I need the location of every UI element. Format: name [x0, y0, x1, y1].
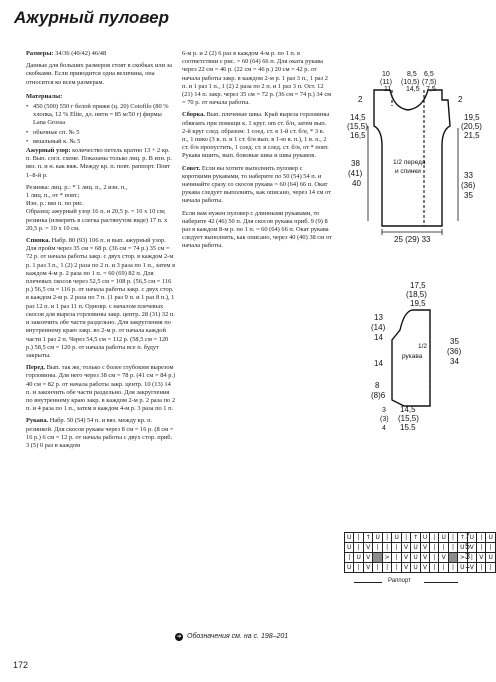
chart-cell: |: [373, 543, 382, 553]
dim-left-6: (41): [348, 169, 363, 178]
sleeve-left-2: (14): [371, 323, 386, 332]
sleeve-left-3: 14: [374, 333, 383, 342]
lace-paragraph: [26, 147, 176, 180]
body-schema: [338, 66, 494, 256]
advice-text: Если вы хотите выполнить пуловер с короткими рукавами, то наберите по 50 (54) 54 п. и начинайте сразу со скосов рукава = 60 (64) 66 п. Окат рукава следует выполнять, как описано, через 14 см от начала работы.: [182, 164, 331, 205]
front-text: Вып. так же, только с более глубоким вырезом горловины. Для него через 38 см = 78 р. (41 см = 84 р.) 40 см = 82 р. от начала работы закр. центр. 10 (13) 14 п. и закончить обе части раздельно. Для закругления по внутреннему краю закр. в каждом 2-м р. 2 раза по 2 п. и 4 раза по 1 п., затем в каждом 4-м р. 3 раза по 1 п.: [26, 364, 176, 413]
front-label: Перед.: [26, 364, 45, 372]
chart-cell: U: [354, 553, 363, 563]
chart-cell: [373, 553, 382, 563]
chart-cell: U: [420, 533, 429, 543]
chart-cell: |: [382, 563, 392, 573]
chart-cell: |: [392, 553, 401, 563]
row-numbers: [465, 532, 470, 571]
chart-cell: V: [420, 563, 429, 573]
row-number: 1: [465, 560, 471, 571]
sleeve-left-6: (8)6: [371, 391, 386, 400]
row-number: 7: [465, 531, 471, 541]
chart-cell: |: [392, 543, 401, 553]
chart-cell: >: [382, 553, 392, 563]
materials-heading: Материалы:: [26, 92, 63, 100]
dim-left-5: 38: [351, 159, 360, 168]
dim-top-3: 6,5: [424, 71, 434, 78]
chart-cell: |: [373, 563, 382, 573]
chart-cell: |: [448, 543, 457, 553]
chart-row: [345, 533, 496, 543]
dim-right-7: 35: [464, 191, 473, 200]
sleeve-right-1: 35: [450, 337, 459, 346]
gauge-text: Образец: ажурный узор 16 п. и 20,5 р. = 10 х 10 см; резинка (измерять в слегка растянутом виде) 17 п. х 20,5 р. = 10 х 10 см.: [26, 208, 168, 232]
dim-top-5: (10,5): [401, 79, 420, 86]
chart-cell: U: [345, 563, 354, 573]
chart-cell: |: [448, 563, 457, 573]
row-number: 5: [465, 540, 471, 551]
advice-paragraph: [182, 165, 332, 206]
material-item: • обычные сп. № 5: [26, 129, 176, 137]
dim-right-1: 2: [458, 95, 463, 104]
chart-cell: |: [392, 563, 401, 573]
chart-cell: |: [477, 543, 486, 553]
chart-cell: V: [477, 553, 486, 563]
chart-cell: |: [430, 543, 439, 553]
sizes-value: 34/36 (40/42) 46/48: [55, 50, 107, 57]
lace-text: количество петель кратно 13 + 2 кр. п. Вып. согл. схеме. Показаны только лиц. р. В изн. р. вяз. п. и н. как вяж. Между кр. п. повт. раппорт. Повт 1–8-й р.: [26, 147, 172, 179]
intro-text: Данные для больших размеров стоят в скобках или за скобками. Если приводится одна величина, она относится ко всем размерам.: [26, 62, 172, 86]
center-label-1: 1/2 переда: [393, 159, 426, 166]
chart-cell: ↑: [411, 533, 421, 543]
lace-label: Ажурный узор:: [26, 147, 71, 155]
dim-right-3: (20,5): [461, 122, 482, 131]
long-sleeve-text: Если вам нужен пуловер с длинными рукавами, то наберите 42 (46) 50 п. Для скосов рукава приб. 9 (9) 8 раз в каждом 8-м р. по 1 п. = 60 (64) 66 п. Окат рукава следует выполнять, как описано, через 40 (40) 38 см от начала работы.: [182, 209, 332, 250]
sleeve-text: Набр. 50 (54) 54 п. и вяз. между кр. п. резинкой. Для скосов рукава через 8 см = 16 р. (8 см = 16 р.) 6 см = 12 р. от начала работы с двух стор. приб. 3 (5) 0 раз в каждом: [26, 417, 174, 449]
back-text: Набр. 80 (93) 106 п. и вып. ажурный узор. Для пройм через 35 см = 68 р. (36 см = 74 р.) 35 см = 72 р. от начала работы закр. с двух стор. в каждом 2-м р. 1 раз 3 п., 1 (2) 2 раза по 2 п. и 3 раза по 1 п., затем в каждом 4-м р. 2 раза по 1 п. = 60 (69) 82 п. Для плечевых скосов через 52,5 см = 108 р. (56,5 см = 116 р.) 56,5 см = 116 р. от начала работы закр. с двух стор. в каждом 2-м р. 2 раза по 7 п. (1 раз 9 п. и 1 раз 8 п.), 1 раз 12 п. и 1 раз 11 п. Одновр. с началом плечевых скосов для выреза горловины закр. центр. 28 (31) 32 п. и закончить обе части раздельно. Для закругления по внутреннему краю закр. во 2-м р. от начала каждой части 1 раз 2 п. Через 54,5 см = 112 р. (58,5 см = 120 р.) 58,5 см = 120 р. от начала работы все п. будут закрыты.: [26, 237, 176, 359]
text-column-1: [26, 50, 176, 454]
pattern-grid: [344, 532, 496, 573]
sleeve-schema: [358, 280, 494, 430]
material-item: • вязальный к. № 5: [26, 138, 176, 146]
chart-cell: |: [439, 543, 448, 553]
chart-cell: U: [411, 543, 421, 553]
sleeve-right-2: (36): [447, 347, 462, 356]
chart-cell: U: [458, 543, 468, 553]
chart-cell: |: [430, 563, 439, 573]
sleeve-top-3: 19,5: [410, 299, 426, 308]
sleeve-bottom-4: 3: [382, 407, 386, 414]
dim-top-9: 7,5: [426, 86, 436, 93]
chart-cell: |: [430, 553, 439, 563]
page-title: Ажурный пуловер: [14, 8, 169, 27]
chart-cell: |: [354, 563, 363, 573]
rib-line-3: Изн. р.: вяз п. по рис.: [26, 200, 84, 208]
sizes-line: [26, 50, 176, 58]
chart-cell: U: [373, 533, 382, 543]
chart-cell: V: [420, 553, 429, 563]
rapport-line-right: [424, 582, 458, 583]
chart-cell: U: [411, 563, 421, 573]
chart-cell: ↑: [363, 533, 373, 543]
chart-cell: U: [411, 553, 421, 563]
rapport-label: Раппорт: [388, 578, 411, 584]
chart-cell: U: [467, 533, 476, 543]
chart-cell: |: [448, 533, 457, 543]
chart-cell: |: [354, 533, 363, 543]
dim-left-2: 14,5: [350, 113, 366, 122]
chart-cell: U: [392, 533, 401, 543]
chart-cell: |: [477, 533, 486, 543]
chart-cell: |: [486, 563, 496, 573]
assembly-text: Вып. плечевые швы. Край выреза горловины обвязать при помощи к. 1 круг. om ст. б/н, затем вып. 2-й круг след. образом: 1 соед. ст. в 1-й ст. б/н, * 3 в. п., 1 пико (3 в. п. и 1 ст. б/н вып. в 1-ю в. п.), 1 в. п., 2 ст. б/н пропустить, 1 соед. ст. в след. ст. б/н, от * повт. Рукава вшить, вып. боковые швы и швы рукавов.: [182, 111, 330, 160]
chart-cell: V: [467, 543, 476, 553]
chart-cell: |: [382, 543, 392, 553]
row-number: 3: [465, 550, 471, 561]
sleeve-center-1: 1/2: [418, 343, 428, 350]
sleeve-right-3: 34: [450, 357, 459, 366]
dim-bottom: 25 (29) 33: [394, 235, 431, 244]
sleeve-left-1: 13: [374, 313, 383, 322]
rib-line-1: Резинка: лиц. р.: * 1 лиц. п., 2 изн. п.,: [26, 183, 128, 191]
chart-row: [345, 543, 496, 553]
chart-cell: V: [363, 543, 373, 553]
chart-row: [345, 553, 496, 563]
chart-cell: |: [382, 533, 392, 543]
chart-cell: >: [458, 553, 468, 563]
dim-right-5: 33: [464, 171, 473, 180]
assembly-paragraph: [182, 111, 332, 160]
sleeve-center-2: рукава: [402, 353, 423, 360]
dim-left-1: 2: [358, 95, 363, 104]
chart-cell: U: [439, 533, 448, 543]
legend-reference-text: Обозначения см. на с. 198–201: [187, 633, 289, 640]
chart-cell: |: [430, 533, 439, 543]
chart-cell: |: [345, 553, 354, 563]
sleeve-paragraph: [26, 417, 176, 450]
dim-top-1: 10: [382, 71, 390, 78]
assembly-label: Сборка.: [182, 111, 205, 119]
pattern-chart: [344, 531, 496, 584]
chart-cell: |: [354, 543, 363, 553]
sizes-label: Размеры:: [26, 50, 54, 57]
chart-cell: V: [401, 553, 410, 563]
dim-top-6: (7,5): [422, 79, 437, 86]
sleeve-top-2: (18,5): [406, 290, 427, 299]
sleeve-bottom-6: 4: [382, 425, 386, 430]
dim-right-4: 21,5: [464, 131, 480, 140]
chart-cell: |: [439, 563, 448, 573]
dim-top-7: 11: [384, 86, 392, 93]
page-number: 172: [13, 660, 29, 670]
legend-reference: [175, 633, 288, 641]
dim-left-4: 16,5: [350, 131, 366, 140]
advice-label: Совет.: [182, 164, 201, 172]
chart-cell: U: [345, 533, 354, 543]
back-paragraph: [26, 237, 176, 360]
chart-cell: U: [345, 543, 354, 553]
sleeve-bottom-1: 14,5: [400, 405, 416, 414]
dim-top-4: (11): [380, 79, 392, 86]
chart-cell: U: [458, 563, 468, 573]
sleeve-bottom-5: (3): [380, 416, 389, 423]
chart-row: [345, 563, 496, 573]
chart-cell: V: [401, 563, 410, 573]
chart-cell: ↑: [458, 533, 468, 543]
chart-cell: U: [486, 533, 496, 543]
chart-cell: |: [401, 533, 410, 543]
dim-right-2: 19,5: [464, 113, 480, 122]
rib-line-2: 1 лиц. п., от * повт.;: [26, 192, 80, 200]
chart-cell: V: [401, 543, 410, 553]
sleeve-top-1: 17,5: [410, 281, 426, 290]
material-item: • 450 (500) 550 г белой пряжи (ц. 20) Cotofilo (80 % хлопка, 12 % Elite, дл. нити = 85 м/50 г) фирмы Lana Grossa: [26, 103, 176, 128]
dim-right-6: (36): [461, 181, 476, 190]
chart-cell: |: [477, 563, 486, 573]
sleeve-continued: 6-м р. и 2 (2) 6 раз в каждом 4-м р. по 1 п. в соответствии с рис. = 60 (64) 66 п. Для оката рукава через 22 см = 46 р. (22 см = 46 р.) 20 см = 42 р. от начала работы закр. в каждом 2-м р. 1 раз 3 п., 1 раз 2 п. и 1 раз 1 п., 1 (2) 2 раза по 2 п. и 1 раз 3 п. Ост. 12 (21) 14 п. закр. через 35 см = 72 р. (36 см = 74 р.) 34 см = 70 р. от начала работы.: [182, 50, 332, 107]
chart-cell: V: [420, 543, 429, 553]
chart-cell: V: [363, 563, 373, 573]
sleeve-left-4: 14: [374, 359, 383, 368]
chart-cell: V: [363, 553, 373, 563]
dim-top-8: 14,5: [406, 86, 420, 93]
sleeve-bottom-3: 15,5: [400, 423, 416, 430]
sleeve-label: Рукава.: [26, 417, 49, 425]
sleeve-left-5: 8: [375, 381, 380, 390]
center-label-2: и спинки: [395, 168, 421, 175]
dim-top-2: 8,5: [407, 71, 417, 78]
text-column-2: [182, 50, 332, 255]
dim-left-3: (15,5): [347, 122, 368, 131]
front-paragraph: [26, 364, 176, 413]
chart-cell: |: [467, 553, 476, 563]
sleeve-bottom-2: (15,5): [398, 414, 419, 423]
chart-cell: U: [486, 553, 496, 563]
chart-cell: V: [439, 553, 448, 563]
back-label: Спинка.: [26, 237, 51, 245]
dim-left-7: 40: [352, 179, 361, 188]
arrow-right-icon: ➜: [176, 634, 182, 640]
chart-cell: |: [486, 543, 496, 553]
rapport-line-left: [354, 582, 382, 583]
chart-cell: V: [467, 563, 476, 573]
chart-cell: [448, 553, 457, 563]
